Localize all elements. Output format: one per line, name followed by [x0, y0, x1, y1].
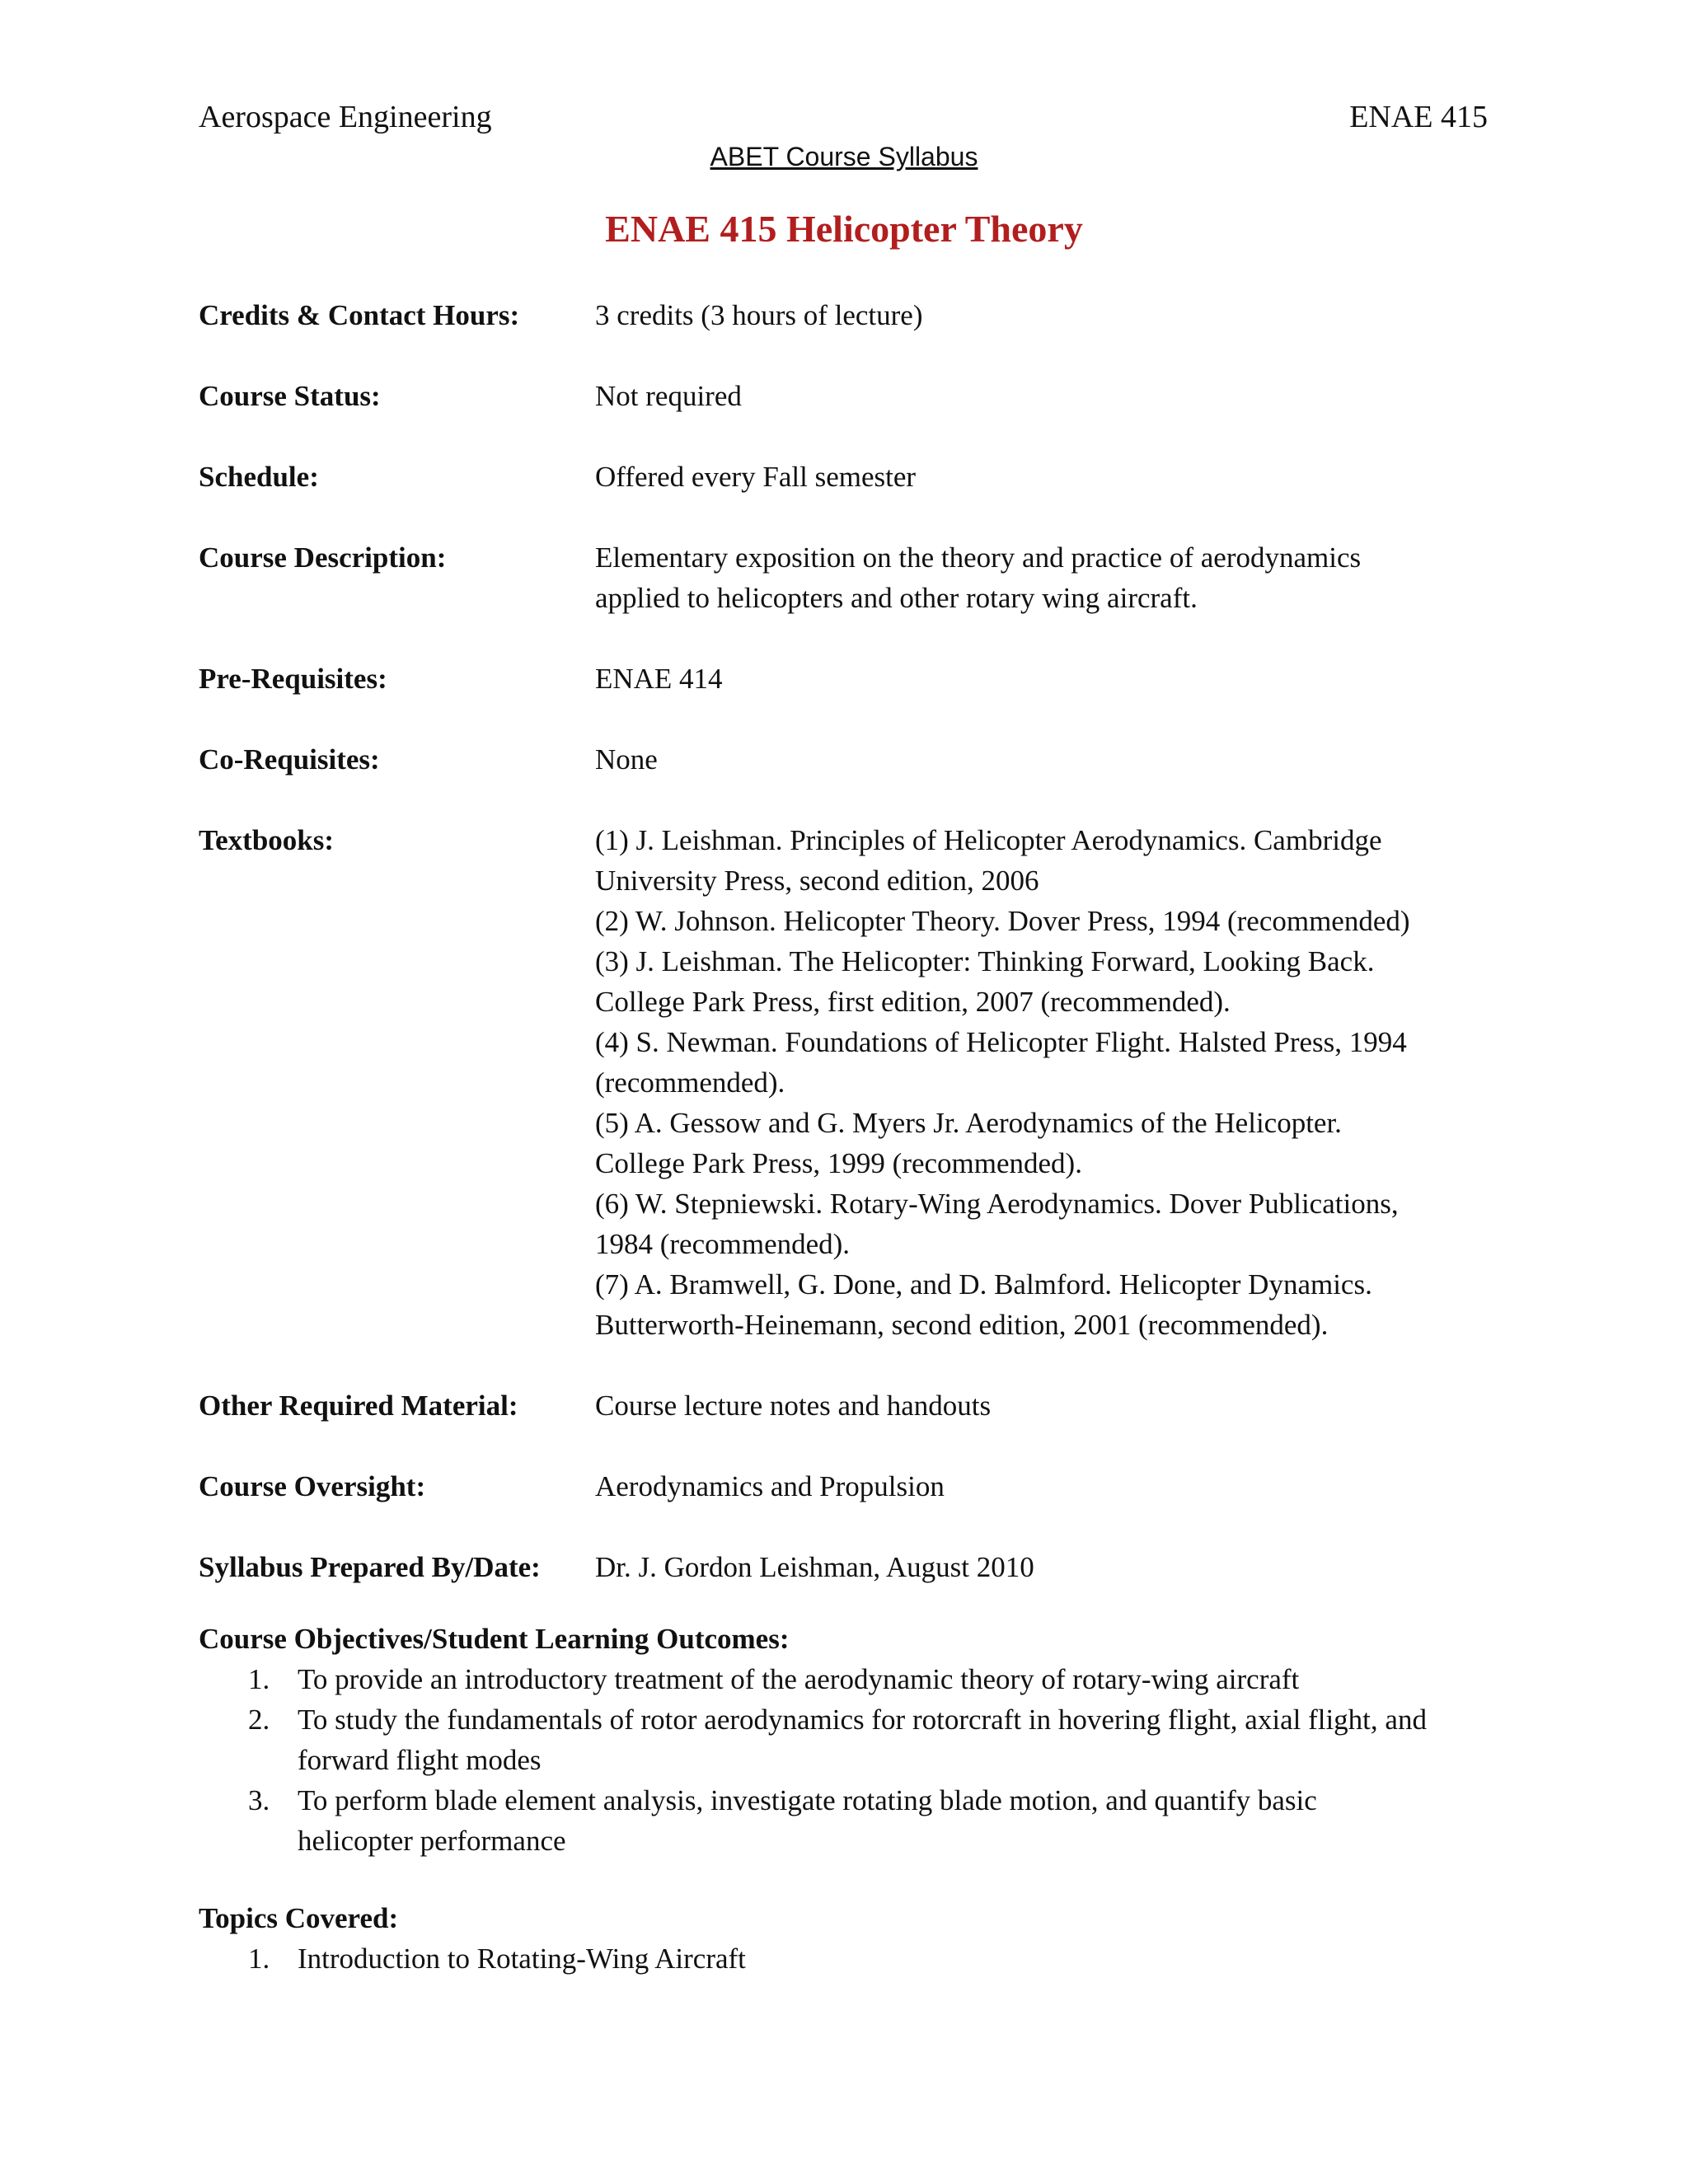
value-line: 3 credits (3 hours of lecture)	[595, 299, 923, 331]
value-line: 1984 (recommended).	[595, 1228, 851, 1260]
value-line: (1) J. Leishman. Principles of Helicopter Aerodynamics. Cambridge	[595, 824, 1382, 856]
field-label: Course Description:	[199, 541, 447, 574]
list-text: forward flight modes	[298, 1744, 542, 1776]
field-oversight	[199, 1466, 1493, 1507]
topics-section	[199, 1898, 1493, 1979]
field-corequisites	[199, 739, 1493, 780]
value-line: Not required	[595, 380, 742, 412]
objectives-section	[199, 1619, 1493, 1861]
field-other-material	[199, 1385, 1493, 1426]
page-title: ENAE 415 Helicopter Theory	[605, 208, 1083, 250]
field-value	[595, 1547, 1493, 1587]
field-value	[595, 820, 1493, 1345]
field-prerequisites	[199, 658, 1493, 699]
list-number: 1.	[248, 1943, 270, 1975]
value-line: (5) A. Gessow and G. Myers Jr. Aerodynamics of the Helicopter.	[595, 1107, 1342, 1139]
list-item	[199, 1938, 1493, 1979]
field-credits	[199, 295, 1493, 335]
field-prepared-by	[199, 1547, 1493, 1587]
value-line: applied to helicopters and other rotary wing aircraft.	[595, 582, 1198, 614]
field-description	[199, 537, 1493, 618]
field-value	[595, 739, 1493, 780]
list-item	[199, 1699, 1493, 1780]
list-text: To study the fundamentals of rotor aerodynamics for rotorcraft in hovering flight, axial flight, and	[298, 1704, 1427, 1736]
value-line: (2) W. Johnson. Helicopter Theory. Dover Press, 1994 (recommended)	[595, 905, 1410, 937]
field-label: Pre-Requisites:	[199, 663, 387, 695]
value-line: Aerodynamics and Propulsion	[595, 1470, 945, 1502]
value-line: (recommended).	[595, 1066, 785, 1099]
list-text: To perform blade element analysis, investigate rotating blade motion, and quantify basic	[298, 1784, 1317, 1816]
list-text: To provide an introductory treatment of the aerodynamic theory of rotary-wing aircraft	[298, 1663, 1300, 1695]
field-textbooks	[199, 820, 1493, 1345]
value-line: ENAE 414	[595, 663, 723, 695]
field-label: Course Oversight:	[199, 1470, 426, 1502]
field-value	[595, 457, 1493, 497]
value-line: (4) S. Newman. Foundations of Helicopter Flight. Halsted Press, 1994	[595, 1026, 1407, 1058]
value-line: None	[595, 743, 658, 776]
field-value	[595, 295, 1493, 335]
value-line: Elementary exposition on the theory and practice of aerodynamics	[595, 541, 1362, 574]
field-schedule	[199, 457, 1493, 497]
value-line: Dr. J. Gordon Leishman, August 2010	[595, 1551, 1034, 1583]
field-value	[595, 658, 1493, 699]
field-value	[595, 1385, 1493, 1426]
objectives-heading: Course Objectives/Student Learning Outcomes:	[199, 1623, 790, 1655]
field-label: Textbooks:	[199, 824, 335, 856]
list-item	[199, 1659, 1493, 1699]
value-line: (3) J. Leishman. The Helicopter: Thinking Forward, Looking Back.	[595, 945, 1375, 977]
topics-heading: Topics Covered:	[199, 1902, 399, 1934]
list-text: helicopter performance	[298, 1825, 566, 1857]
course-info-fields	[199, 295, 1493, 1628]
field-value	[595, 376, 1493, 416]
header-course-code: ENAE 415	[1349, 100, 1488, 134]
field-label: Other Required Material:	[199, 1390, 518, 1422]
field-label: Credits & Contact Hours:	[199, 299, 520, 331]
field-label: Course Status:	[199, 380, 381, 412]
field-status	[199, 376, 1493, 416]
field-value	[595, 1466, 1493, 1507]
value-line: College Park Press, 1999 (recommended).	[595, 1147, 1082, 1179]
value-line: College Park Press, first edition, 2007 (recommended).	[595, 986, 1231, 1018]
list-item	[199, 1780, 1493, 1861]
field-value	[595, 537, 1493, 618]
value-line: Course lecture notes and handouts	[595, 1390, 992, 1422]
list-number: 2.	[248, 1704, 270, 1736]
field-label: Co-Requisites:	[199, 743, 380, 776]
value-line: Offered every Fall semester	[595, 461, 917, 493]
field-label: Syllabus Prepared By/Date:	[199, 1551, 541, 1583]
field-label: Schedule:	[199, 461, 319, 493]
document-subtitle: ABET Course Syllabus	[710, 142, 978, 171]
header-department: Aerospace Engineering	[199, 100, 492, 134]
value-line: (7) A. Bramwell, G. Done, and D. Balmford. Helicopter Dynamics.	[595, 1268, 1372, 1301]
value-line: Butterworth-Heinemann, second edition, 2001 (recommended).	[595, 1309, 1329, 1341]
value-line: (6) W. Stepniewski. Rotary-Wing Aerodynamics. Dover Publications,	[595, 1188, 1399, 1220]
list-text: Introduction to Rotating-Wing Aircraft	[298, 1943, 746, 1975]
value-line: University Press, second edition, 2006	[595, 865, 1039, 897]
list-number: 1.	[248, 1663, 270, 1695]
list-number: 3.	[248, 1784, 270, 1816]
